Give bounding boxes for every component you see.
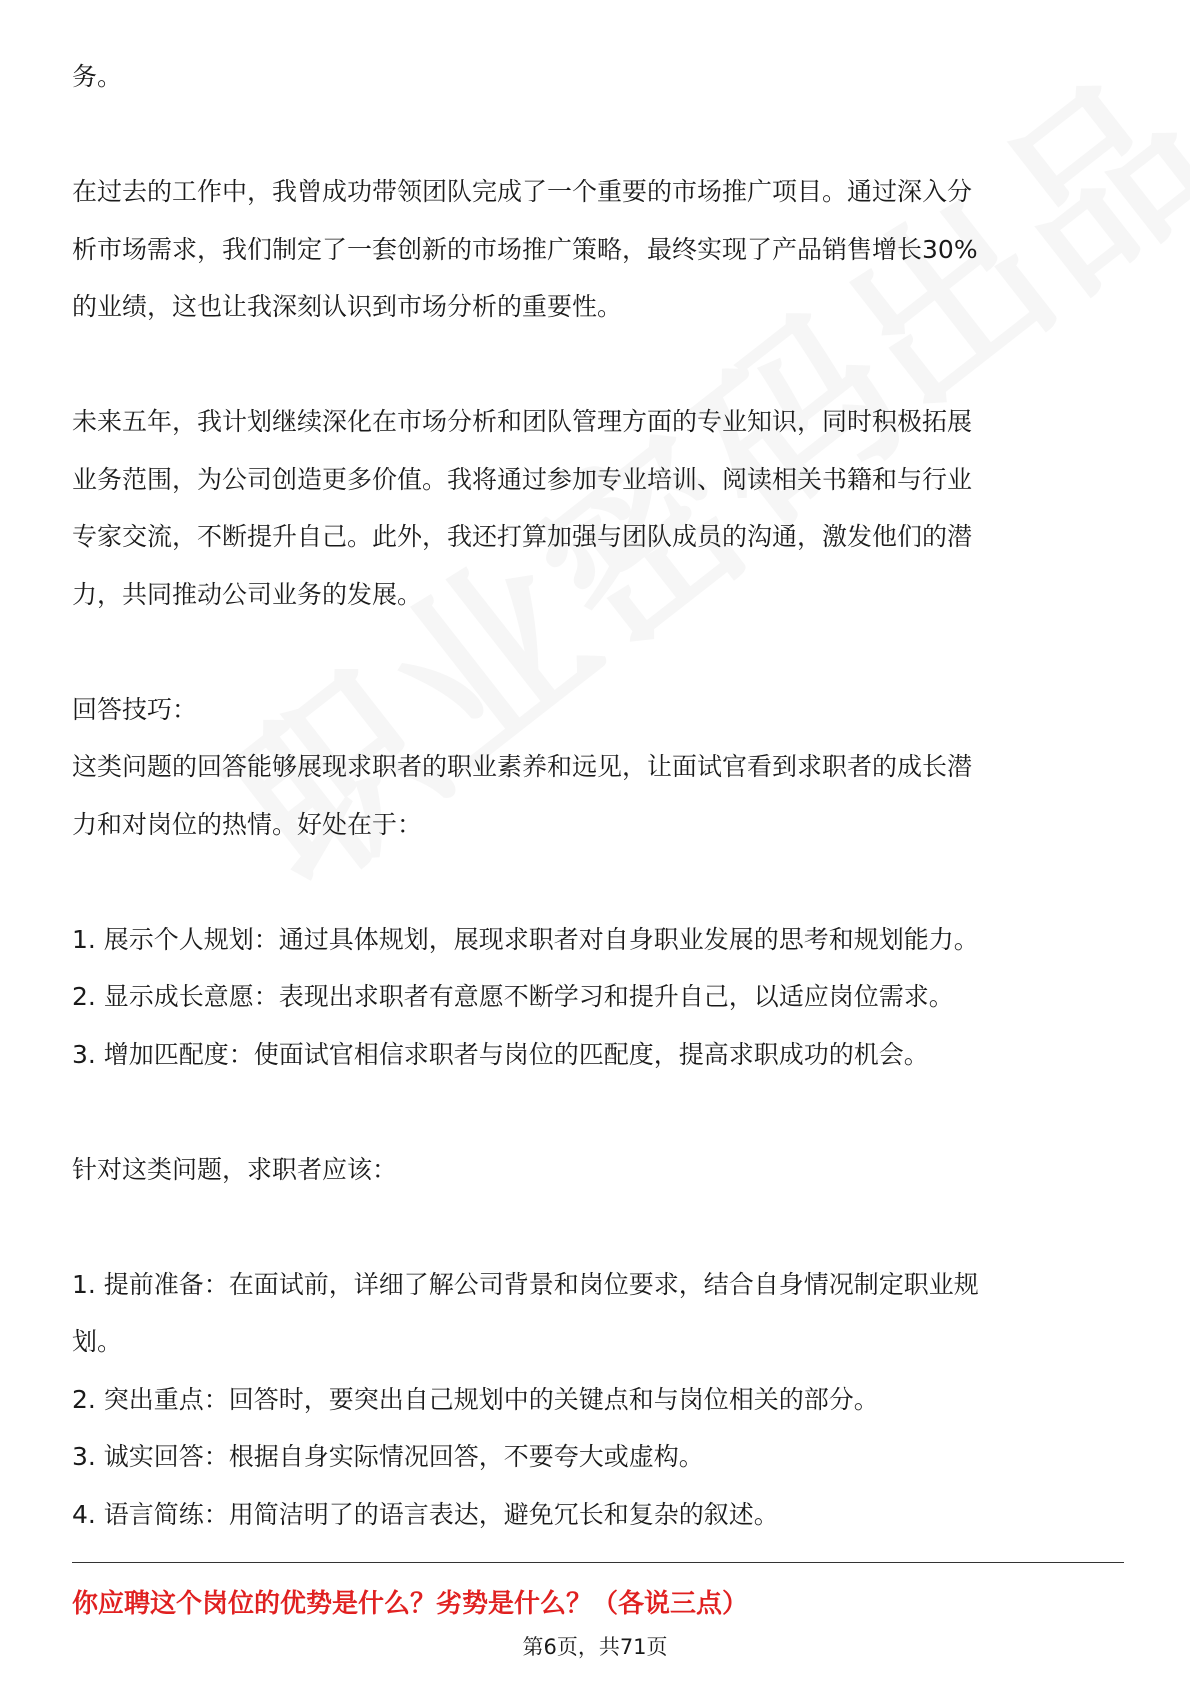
list-item: 3. 诚实回答：根据自身实际情况回答，不要夸大或虚构。 — [72, 1442, 704, 1471]
list-item: 1. 提前准备：在面试前，详细了解公司背景和岗位要求，结合自身情况制定职业规 — [72, 1269, 979, 1299]
benefits-list — [72, 911, 1122, 1084]
list-item: 4. 语言简练：用简洁明了的语言表达，避免冗长和复杂的叙述。 — [72, 1499, 779, 1529]
text-line: 专家交流，不断提升自己。此外，我还打算加强与团队成员的沟通，激发他们的潜 — [72, 522, 973, 551]
text-line: 务。 — [72, 62, 123, 91]
text-line: 在过去的工作中，我曾成功带领团队完成了一个重要的市场推广项目。通过深入分 — [72, 177, 973, 206]
list-item: 1. 展示个人规划：通过具体规划，展现求职者对自身职业发展的思考和规划能力。 — [72, 924, 979, 954]
text-line: 业务范围，为公司创造更多价值。我将通过参加专业培训、阅读相关书籍和与行业 — [72, 464, 973, 494]
paragraph-answer-tips — [72, 681, 1122, 854]
paragraph-five-year-plan — [72, 393, 1122, 623]
advice-list — [72, 1256, 1122, 1544]
text-line: 的业绩，这也让我深刻认识到市场分析的重要性。 — [72, 292, 623, 321]
text-line: 针对这类问题，求职者应该： — [72, 1154, 398, 1184]
page-number: 第6页，共71页 — [522, 1635, 668, 1659]
text-line: 这类问题的回答能够展现求职者的职业素养和远见，让面试官看到求职者的成长潜 — [72, 752, 973, 781]
text-line: 力和对岗位的热情。好处在于： — [72, 809, 423, 839]
paragraph-past-experience — [72, 163, 1122, 336]
text-line: 析市场需求，我们制定了一套创新的市场推广策略，最终实现了产品销售增长30% — [72, 234, 978, 264]
text-line: 未来五年，我计划继续深化在市场分析和团队管理方面的专业知识，同时积极拓展 — [72, 407, 973, 436]
section-divider — [72, 1562, 1124, 1563]
list-item: 划。 — [72, 1327, 123, 1356]
paragraph-continuation — [72, 48, 1122, 106]
list-item: 2. 突出重点：回答时，要突出自己规划中的关键点和与岗位相关的部分。 — [72, 1384, 879, 1414]
list-item: 3. 增加匹配度：使面试官相信求职者与岗位的匹配度，提高求职成功的机会。 — [72, 1039, 929, 1069]
document-body — [72, 48, 1122, 1543]
section-label: 回答技巧： — [72, 694, 198, 724]
next-question-heading: 你应聘这个岗位的优势是什么？劣势是什么？（各说三点） — [72, 1589, 749, 1619]
text-line: 力，共同推动公司业务的发展。 — [72, 579, 423, 609]
list-item: 2. 显示成长意愿：表现出求职者有意愿不断学习和提升自己，以适应岗位需求。 — [72, 982, 954, 1011]
paragraph-should-do — [72, 1141, 1122, 1199]
